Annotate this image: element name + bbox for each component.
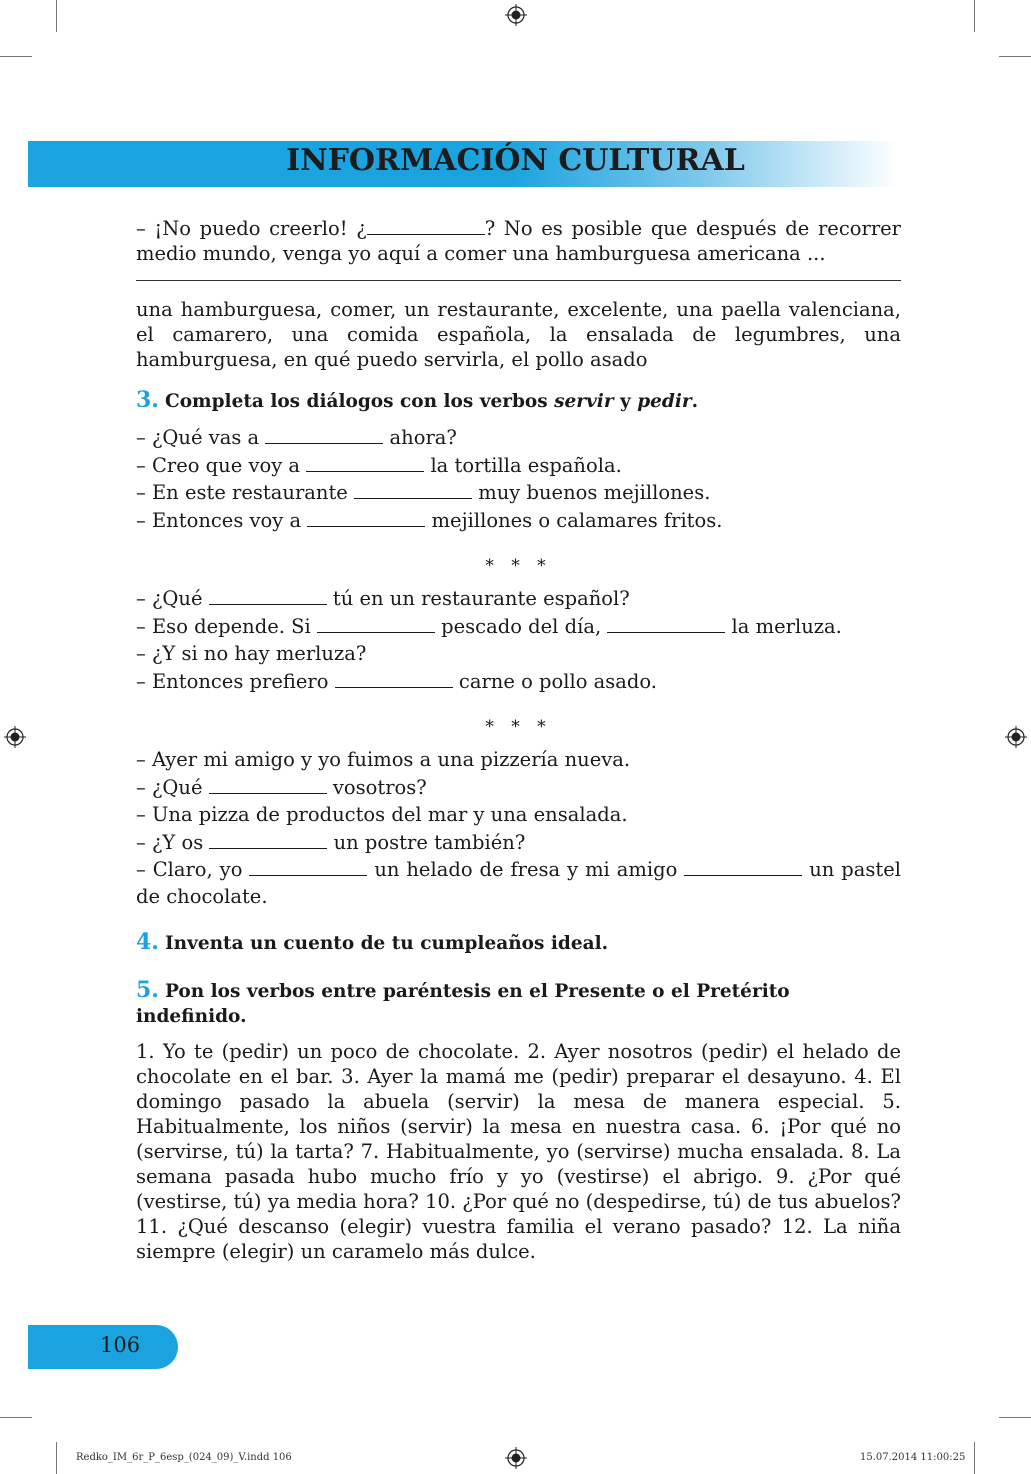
slug-filename: Redko_IM_6r_P_6esp_(024_09)_V.indd 106 — [76, 1452, 292, 1463]
crop-mark — [999, 56, 1031, 57]
separator: * * * — [485, 717, 552, 737]
dialogue-line: – ¿Qué vas a ahora? — [136, 426, 457, 449]
blank-line — [209, 588, 327, 605]
dialogue-2 — [136, 585, 901, 695]
dialogue-line: – ¿Y si no hay merluza? — [136, 642, 367, 665]
blank-line — [265, 427, 383, 444]
page-number: 106 — [100, 1333, 141, 1357]
task-4-heading — [136, 930, 901, 956]
task-number: 4. — [136, 929, 159, 955]
registration-mark-icon — [1005, 726, 1027, 748]
task-title: Inventa un cuento de tu cumpleaños ideal. — [164, 933, 609, 954]
blank-line — [209, 832, 327, 849]
dialogue-3 — [136, 746, 901, 910]
blank-line — [607, 616, 725, 633]
crop-mark — [56, 0, 57, 32]
blank-line — [317, 616, 435, 633]
blank-line — [354, 482, 472, 499]
dialogue-line: – Una pizza de productos del mar y una ensalada. — [136, 803, 628, 826]
crop-mark — [56, 1442, 57, 1474]
registration-mark-icon — [505, 1447, 527, 1469]
intro-paragraph — [136, 216, 901, 266]
dialogue-line: – Claro, yo un helado de fresa y mi amigo un pastel de chocolate. — [136, 858, 901, 908]
dialogue-line: – En este restaurante muy buenos mejillones. — [136, 481, 711, 504]
dialogue-line: – Entonces prefiero carne o pollo asado. — [136, 669, 657, 693]
intro-text: – ¡No puedo creerlo! ¿ — [136, 217, 367, 240]
task-title: Pon los verbos entre paréntesis en el Presente o el Pretérito indefinido. — [136, 981, 790, 1027]
crop-mark — [0, 56, 32, 57]
dialogue-line: – ¿Y os un postre también? — [136, 830, 526, 854]
task-number: 5. — [136, 977, 159, 1003]
slug-date: 15.07.2014 11:00:25 — [860, 1452, 966, 1463]
dialogue-line: – Entonces voy a mejillones o calamares fritos. — [136, 508, 723, 532]
task-title: . — [691, 391, 699, 412]
dialogue-line: – Creo que voy a la tortilla española. — [136, 453, 622, 477]
separator: * * * — [485, 556, 552, 576]
registration-mark-icon — [4, 726, 26, 748]
registration-mark-icon — [505, 4, 527, 26]
blank-line — [684, 859, 802, 876]
dialogue-1 — [136, 424, 901, 534]
crop-mark — [999, 1417, 1031, 1418]
task-verb: pedir — [637, 391, 692, 412]
task-title: Completa los diálogos con los verbos — [164, 391, 555, 412]
blank-line — [335, 671, 453, 688]
task-verb: servir — [554, 391, 614, 412]
crop-mark — [974, 1442, 975, 1474]
dialogue-line: – Eso depende. Si pescado del día, la merluza. — [136, 614, 842, 638]
intro-text: ? No es posible que después de recorrer medio mundo, venga yo aquí a comer una hamburguesa americana ... — [136, 217, 902, 265]
divider — [136, 280, 901, 281]
blank-line — [307, 510, 425, 527]
task-title: y — [613, 391, 638, 412]
blank-line — [249, 859, 367, 876]
dialogue-line: – Ayer mi amigo y yo fuimos a una pizzería nueva. — [136, 748, 631, 771]
crop-mark — [974, 0, 975, 32]
dialogue-line: – ¿Qué tú en un restaurante español? — [136, 587, 630, 610]
page-content — [136, 216, 901, 1264]
task-5-text: 1. Yo te (pedir) un poco de chocolate. 2. Ayer nosotros (pedir) el helado de chocolate en el bar. 3. Ayer la mamá me (pedir) preparar el desayuno. 4. El domingo pasado la abuela (servir) la mesa de manera especial. 5. Habitualmente, los niños (servir) la mesa en nuestra casa. 6. ¡Por qué no (servirse, tú) la tarta? 7. Habitualmente, yo (servirse) mucha ensalada. 8. La semana pasada hubo mucho frío y yo (vestirse) el abrigo. 9. ¿Por qué (vestirse, tú) ya media hora? 10. ¿Por qué no (despedirse, tú) de tus abuelos? 11. ¿Qué descanso (elegir) vuestra familia el verano pasado? 12. La niña siempre (elegir) un caramelo más dulce. — [136, 1040, 901, 1263]
page-title: INFORMACIÓN CULTURAL — [286, 143, 745, 178]
task-5-heading — [136, 978, 901, 1029]
blank-line — [306, 455, 424, 472]
word-bank: una hamburguesa, comer, un restaurante, excelente, una paella valenciana, el camarero, una comida española, la ensalada de legumbres, una hamburguesa, en qué puedo servirla, el pollo asado — [136, 298, 901, 371]
blank-line — [367, 218, 485, 235]
blank-line — [209, 777, 327, 794]
dialogue-line: – ¿Qué vosotros? — [136, 775, 427, 799]
task-3-heading — [136, 388, 901, 414]
task-number: 3. — [136, 387, 159, 413]
crop-mark — [0, 1417, 32, 1418]
